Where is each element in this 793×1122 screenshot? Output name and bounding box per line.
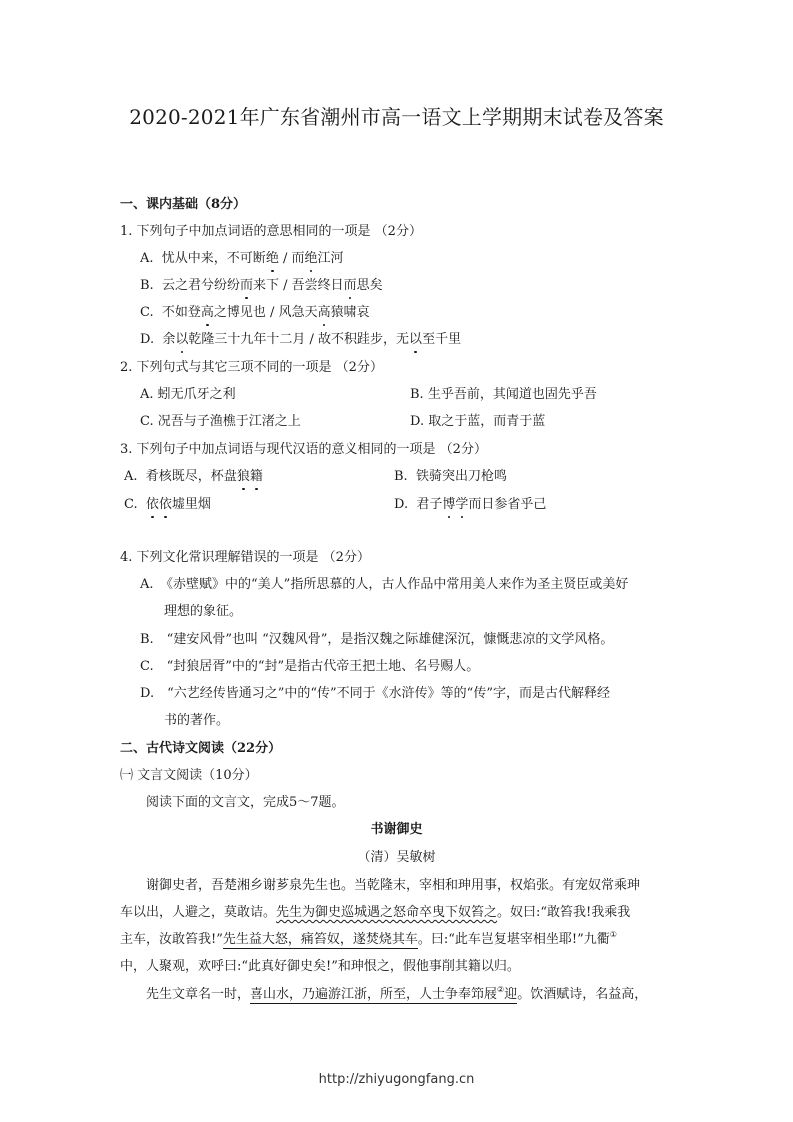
- reading-instruction: 阅读下面的文言文，完成5～7题。: [146, 795, 345, 810]
- dotted-char: 依: [145, 497, 159, 512]
- section-heading-1: 一、课内基础（8分）: [120, 197, 247, 212]
- dotted-char: 狼: [236, 469, 250, 484]
- passage-line: 先生文章名一时，喜山水，乃遍游江浙，所至，人士争奉笻屐②迎。饮酒赋诗，名益高，: [146, 985, 648, 1002]
- question-1-option-b: B. 云之君兮纷纷而来下 / 吾尝终日而思矣: [140, 278, 383, 293]
- question-1-option-c: C. 不如登高之博见也 / 风急天高猿啸哀: [140, 305, 370, 320]
- question-3-option-c: C. 依依墟里烟: [124, 497, 211, 512]
- question-3-option-a: A. 肴核既尽，杯盘狼籍: [124, 469, 263, 484]
- dotted-char: 博: [442, 497, 456, 512]
- question-2-stem: 2. 下列句式与其它三项不同的一项是 （2分）: [120, 360, 383, 375]
- subsection-heading: ㈠ 文言文阅读（10分）: [120, 768, 258, 783]
- passage-line: 中，人聚观，欢呼曰:“此真好御史矣!”和珅恨之，假他事削其籍以归。: [120, 959, 520, 974]
- underlined-text: 先生益大怒，痛笞奴，遂焚烧其车: [222, 932, 418, 947]
- question-4-option-d: D. “六艺经传皆通习之”中的“传”不同于《水浒传》等的“传”字，而是古代解释经: [140, 686, 610, 701]
- dotted-char: 绝: [304, 251, 318, 266]
- footnote-mark: ①: [609, 930, 617, 939]
- question-2-option-b: B. 生乎吾前，其闻道也固先乎吾: [410, 387, 597, 402]
- dotted-char: 学: [455, 497, 469, 512]
- question-4-option-d-continued: 书的著作。: [164, 713, 230, 728]
- dotted-char: 而: [239, 278, 253, 293]
- dotted-char: 而: [343, 278, 357, 293]
- question-4-option-b: B. “建安风骨”也叫 “汉魏风骨”，是指汉魏之际雄健深沉，慷慨悲凉的文学风格。: [140, 632, 614, 647]
- question-4-option-a-continued: 理想的象征。: [164, 604, 243, 619]
- dotted-char: 以: [409, 332, 423, 347]
- passage-line: 车以出，人避之，莫敢诘。先生为御史巡城遇之怒命卒曳下奴笞之。奴曰:“敢笞我!我乘我: [120, 905, 631, 920]
- passage-line: 主车，汝敢笞我!”先生益大怒，痛笞奴，遂焚烧其车。曰:“此车岂复堪宰相坐耶!”九衢①: [120, 930, 617, 947]
- question-2-option-a: A. 蚓无爪牙之利: [140, 387, 236, 402]
- question-3-option-d: D. 君子博学而日参省乎己: [394, 497, 547, 512]
- question-4-stem: 4. 下列文化常识理解错误的一项是 （2分）: [120, 550, 370, 565]
- footer-url: http://zhiyugongfang.cn: [318, 1072, 475, 1087]
- question-4-option-a: A. 《赤壁赋》中的“美人”指所思慕的人，古人作品中常用美人来作为圣主贤臣或美好: [140, 577, 629, 592]
- question-4-option-c: C. “封狼居胥”中的“封”是指古代帝王把土地、名号赐人。: [140, 659, 480, 674]
- dotted-char: 依: [158, 497, 172, 512]
- footnote-mark: ②: [497, 985, 505, 994]
- question-1-stem: 1. 下列句子中加点词语的意思相同的一项是 （2分）: [120, 224, 422, 239]
- dotted-char: 籍: [249, 469, 263, 484]
- question-2-option-d: D. 取之于蓝，而青于蓝: [410, 414, 546, 429]
- question-3-option-b: B. 铁骑突出刀枪鸣: [394, 469, 507, 484]
- passage-title: 书谢御史: [370, 822, 423, 837]
- page-title: 2020-2021年广东省潮州市高一语文上学期期末试卷及答案: [129, 105, 664, 129]
- question-1-option-d: D. 余以乾隆三十九年十二月 / 故不积跬步，无以至千里: [140, 332, 462, 347]
- question-1-option-a: A. 忧从中来，不可断绝 / 而绝江河: [140, 251, 344, 266]
- underlined-text: 喜山水，乃遍游江浙，所至，人士争奉笻屐②迎: [250, 985, 518, 1002]
- passage-line: 谢御史者，吾楚湘乡谢芗泉先生也。当乾隆末，宰相和珅用事，权焰张。有宠奴常乘珅: [146, 878, 641, 893]
- dotted-char: 绝: [265, 251, 279, 266]
- wavy-underlined-text: 先生为御史巡城遇之怒命卒曳下奴笞之: [276, 905, 498, 920]
- dotted-char: 高: [317, 305, 331, 320]
- dotted-char: 以: [175, 332, 189, 347]
- question-3-stem: 3. 下列句子中加点词语与现代汉语的意义相同的一项是 （2分）: [120, 442, 487, 457]
- passage-author: （清）吴敏树: [357, 850, 436, 865]
- section-heading-2: 二、古代诗文阅读（22分）: [120, 741, 282, 756]
- question-2-option-c: C. 况吾与子渔樵于江渚之上: [140, 414, 301, 429]
- dotted-char: 高: [200, 305, 214, 320]
